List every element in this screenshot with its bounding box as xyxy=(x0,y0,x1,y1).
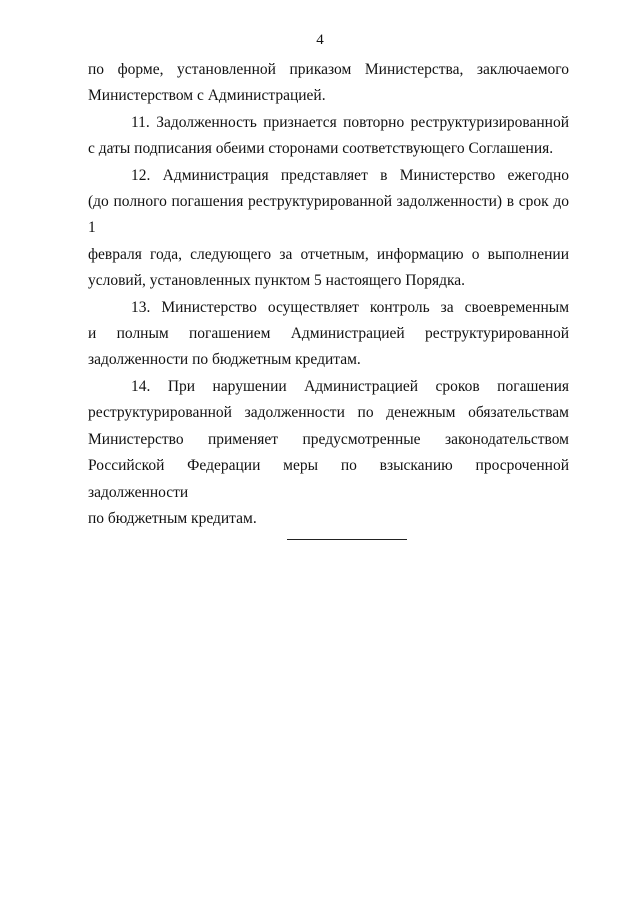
text-line: по форме, установленной приказом Министерства, заключаемого xyxy=(88,61,569,78)
text-line: задолженности по бюджетным кредитам. xyxy=(88,351,361,369)
text-line: февраля года, следующего за отчетным, информацию о выполнении xyxy=(88,245,569,263)
text-line: реструктурированной задолженности по денежным обязательствам xyxy=(88,404,569,422)
paragraph-11-line: 11. Задолженность признается повторно реструктуризированной xyxy=(131,113,569,131)
closing-divider xyxy=(287,539,407,540)
paragraph-13-line: 13. Министерство осуществляет контроль за своевременным xyxy=(131,298,569,316)
text-line: с даты подписания обеими сторонами соответствующего Соглашения. xyxy=(88,140,554,158)
text-line: (до полного погашения реструктурированной задолженности) в срок до 1 xyxy=(88,193,569,237)
text-line: Министерство применяет предусмотренные законодательством xyxy=(88,430,569,448)
document-body xyxy=(88,57,569,532)
text-line: по бюджетным кредитам. xyxy=(88,509,257,527)
page-number: 4 xyxy=(316,32,324,48)
text-line: и полным погашением Администрацией реструктурированной xyxy=(88,325,569,343)
paragraph-14-line: 14. При нарушении Администрацией сроков погашения xyxy=(131,377,569,395)
paragraph-12-line: 12. Администрация представляет в Министерство ежегодно xyxy=(131,166,569,184)
text-line: условий, установленных пунктом 5 настоящего Порядка. xyxy=(88,272,466,290)
text-line: Российской Федерации меры по взысканию просроченной задолженности xyxy=(88,457,569,501)
text-line: Министерством с Администрацией. xyxy=(88,87,326,105)
